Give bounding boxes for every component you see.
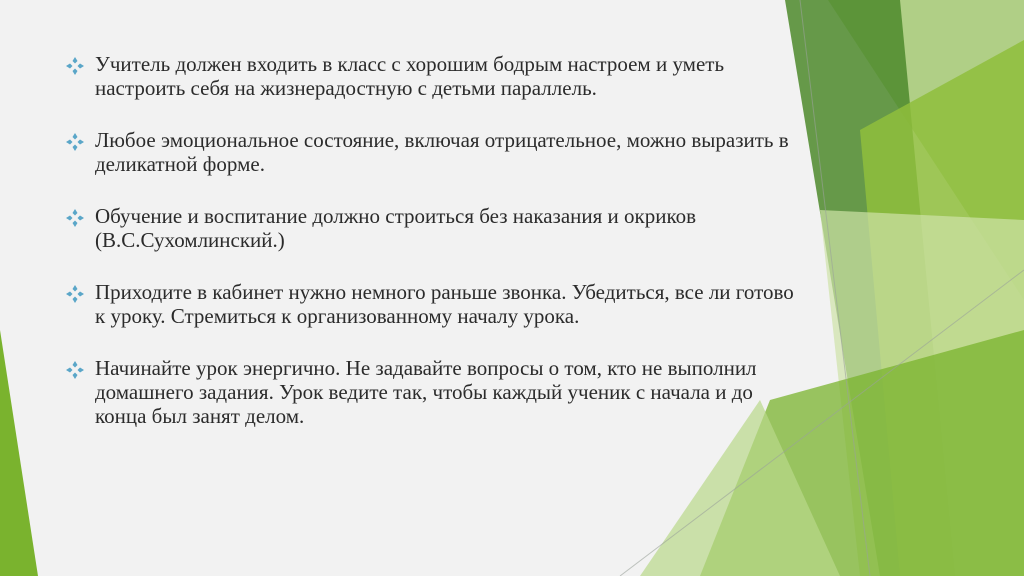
diamond-bullet-icon — [64, 55, 86, 77]
bullet-list — [64, 52, 964, 456]
list-item — [64, 128, 964, 176]
bullet-line: настроить себя на жизнерадостную с детьми параллель. — [95, 76, 597, 100]
bullet-line: деликатной форме. — [95, 152, 265, 176]
bullet-line: Учитель должен входить в класс с хорошим бодрым настроем и уметь — [95, 52, 725, 76]
bullet-line: Приходите в кабинет нужно немного раньше звонка. Убедиться, все ли готово — [95, 280, 794, 304]
bullet-line: Обучение и воспитание должно строиться без наказания и окриков — [95, 204, 697, 228]
list-item — [64, 280, 964, 328]
diamond-bullet-icon — [64, 283, 86, 305]
diamond-bullet-icon — [64, 131, 86, 153]
bullet-line: Любое эмоциональное состояние, включая отрицательное, можно выразить в — [95, 128, 789, 152]
diamond-bullet-icon — [64, 359, 86, 381]
bullet-text — [95, 280, 794, 328]
bullet-text — [95, 52, 724, 100]
list-item — [64, 52, 964, 100]
list-item — [64, 204, 964, 252]
deco-shape-left — [0, 330, 38, 576]
bullet-line: (В.С.Сухомлинский.) — [95, 228, 285, 252]
list-item — [64, 356, 964, 428]
bullet-line: Начинайте урок энергично. Не задавайте вопросы о том, кто не выполнил — [95, 356, 757, 380]
bullet-text — [95, 128, 789, 176]
bullet-text — [95, 204, 696, 252]
bullet-line: к уроку. Стремиться к организованному началу урока. — [95, 304, 580, 328]
bullet-line: домашнего задания. Урок ведите так, чтобы каждый ученик с начала и до — [95, 380, 753, 404]
bullet-line: конца был занят делом. — [95, 404, 305, 428]
bullet-text — [95, 356, 757, 428]
diamond-bullet-icon — [64, 207, 86, 229]
